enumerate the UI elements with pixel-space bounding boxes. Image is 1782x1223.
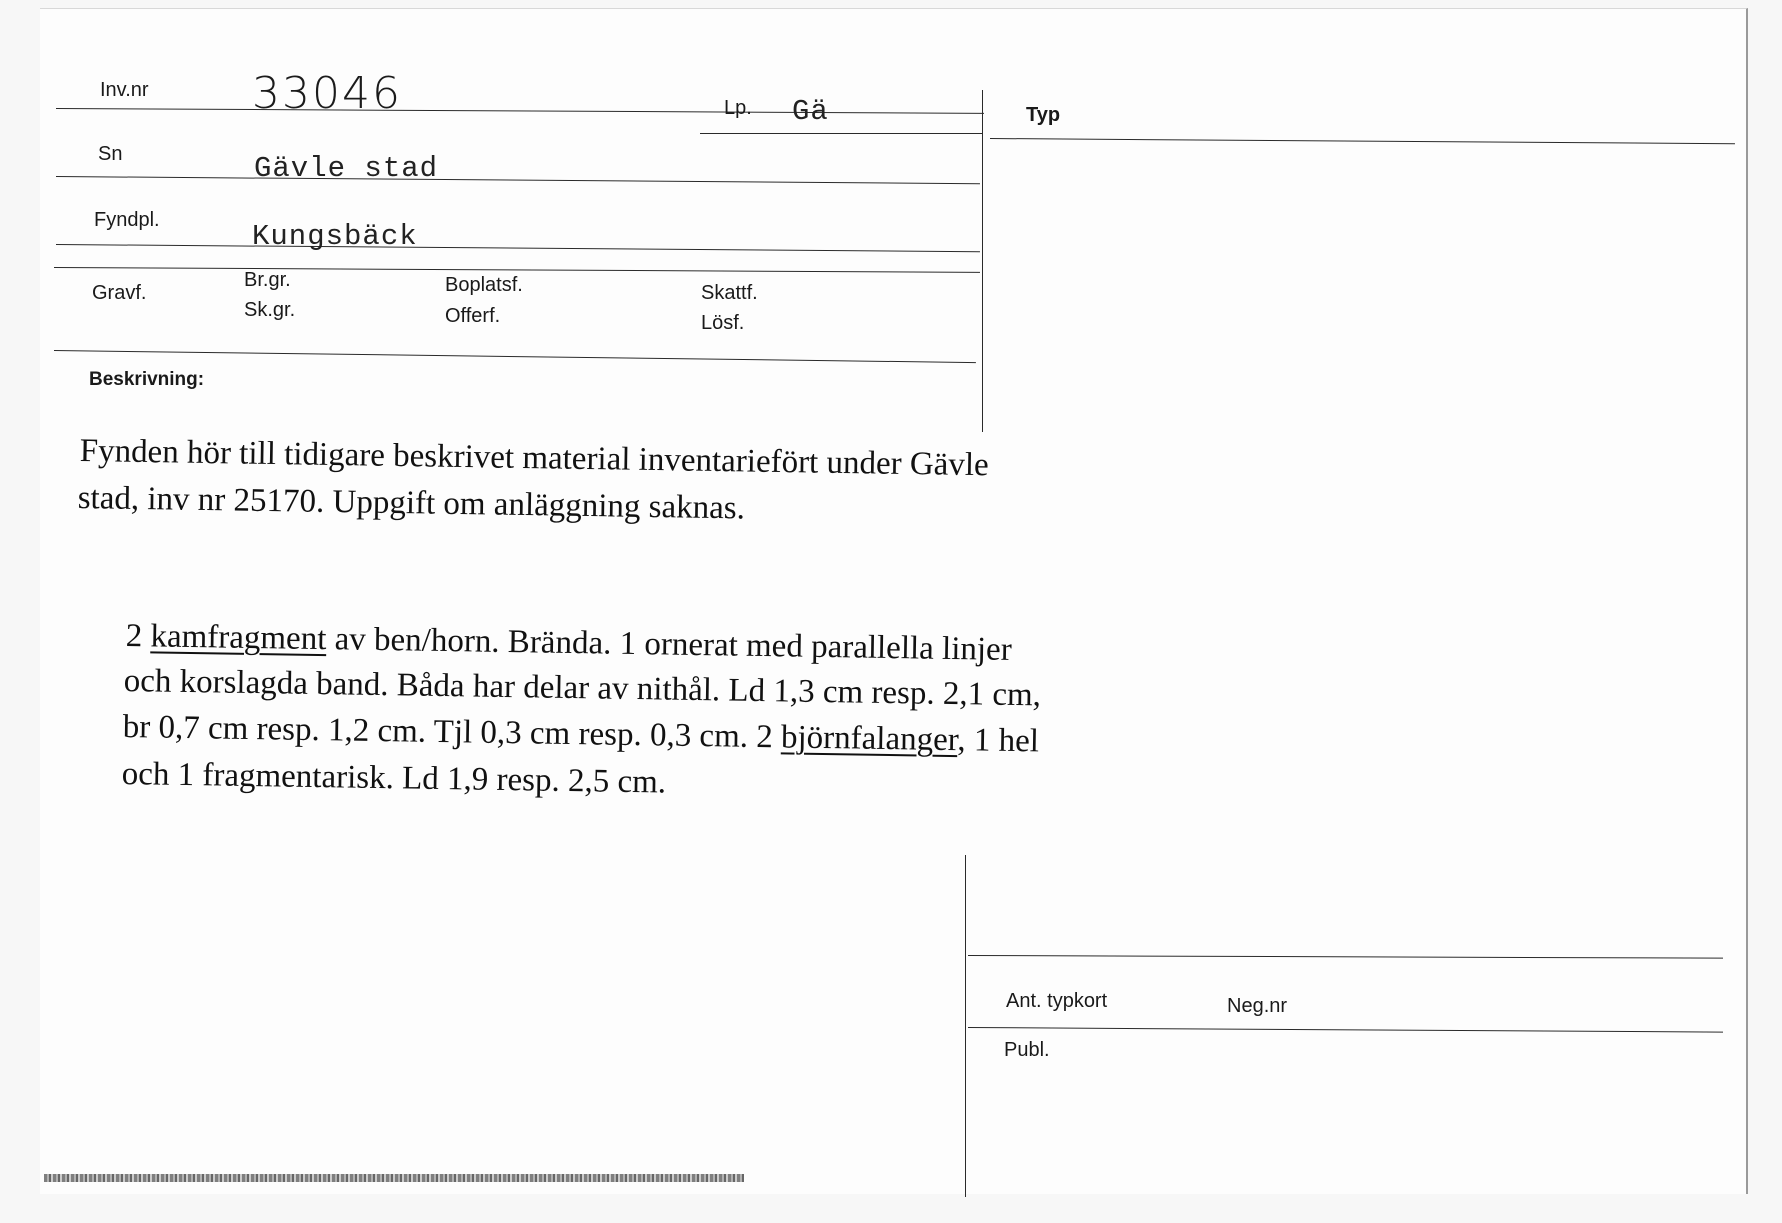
beskrivning-label: Beskrivning: xyxy=(89,369,205,390)
typ-label: Typ xyxy=(1026,104,1061,126)
lp-value: Gä xyxy=(792,95,829,128)
boplatsf-label: Boplatsf. xyxy=(445,274,523,296)
bjornfalanger-term: björnfalanger xyxy=(780,719,958,759)
catalog-card xyxy=(40,8,1748,1194)
offerf-label: Offerf. xyxy=(445,305,501,327)
description-para1-line1: Fynden hör till tidigare beskrivet material inventariefört under Gävle xyxy=(79,433,989,484)
negnr-label: Neg.nr xyxy=(1227,995,1288,1017)
sn-label: Sn xyxy=(98,143,123,165)
fyndpl-value: Kungsbäck xyxy=(252,220,418,253)
sn-value: Gävle stad xyxy=(254,152,439,185)
skgr-label: Sk.gr. xyxy=(244,299,296,321)
fyndpl-label: Fyndpl. xyxy=(94,209,160,231)
inv-nr-value: 33046 xyxy=(252,68,402,119)
description-para2-line2: och korslagda band. Båda har delar av nithål. Ld 1,3 cm resp. 2,1 cm, xyxy=(123,663,1042,714)
publ-label: Publ. xyxy=(1004,1039,1050,1061)
brgr-label: Br.gr. xyxy=(244,269,291,291)
scan-edge-strip xyxy=(44,1174,744,1182)
description-para1-line2: stad, inv nr 25170. Uppgift om anläggning saknas. xyxy=(77,480,746,527)
lp-label: Lp. xyxy=(724,97,752,119)
losf-label: Lösf. xyxy=(701,312,745,334)
gravf-label: Gravf. xyxy=(92,282,147,304)
rule-vertical-bottom xyxy=(965,855,966,1197)
rule-lp xyxy=(700,133,982,134)
ant-typkort-label: Ant. typkort xyxy=(1006,990,1108,1012)
skattf-label: Skattf. xyxy=(701,282,758,304)
description-para2-line3: br 0,7 cm resp. 1,2 cm. Tjl 0,3 cm resp. 0,3 cm. 2 björnfalanger, 1 hel xyxy=(122,709,1040,760)
rule-vertical-top xyxy=(982,90,983,432)
description-para2-line4: och 1 fragmentarisk. Ld 1,9 resp. 2,5 cm. xyxy=(121,756,667,801)
inv-nr-label: Inv.nr xyxy=(100,79,149,101)
kamfragment-term: kamfragment xyxy=(150,618,327,658)
description-para2-line1: 2 kamfragment av ben/horn. Brända. 1 ornerat med parallella linjer xyxy=(125,618,1013,668)
